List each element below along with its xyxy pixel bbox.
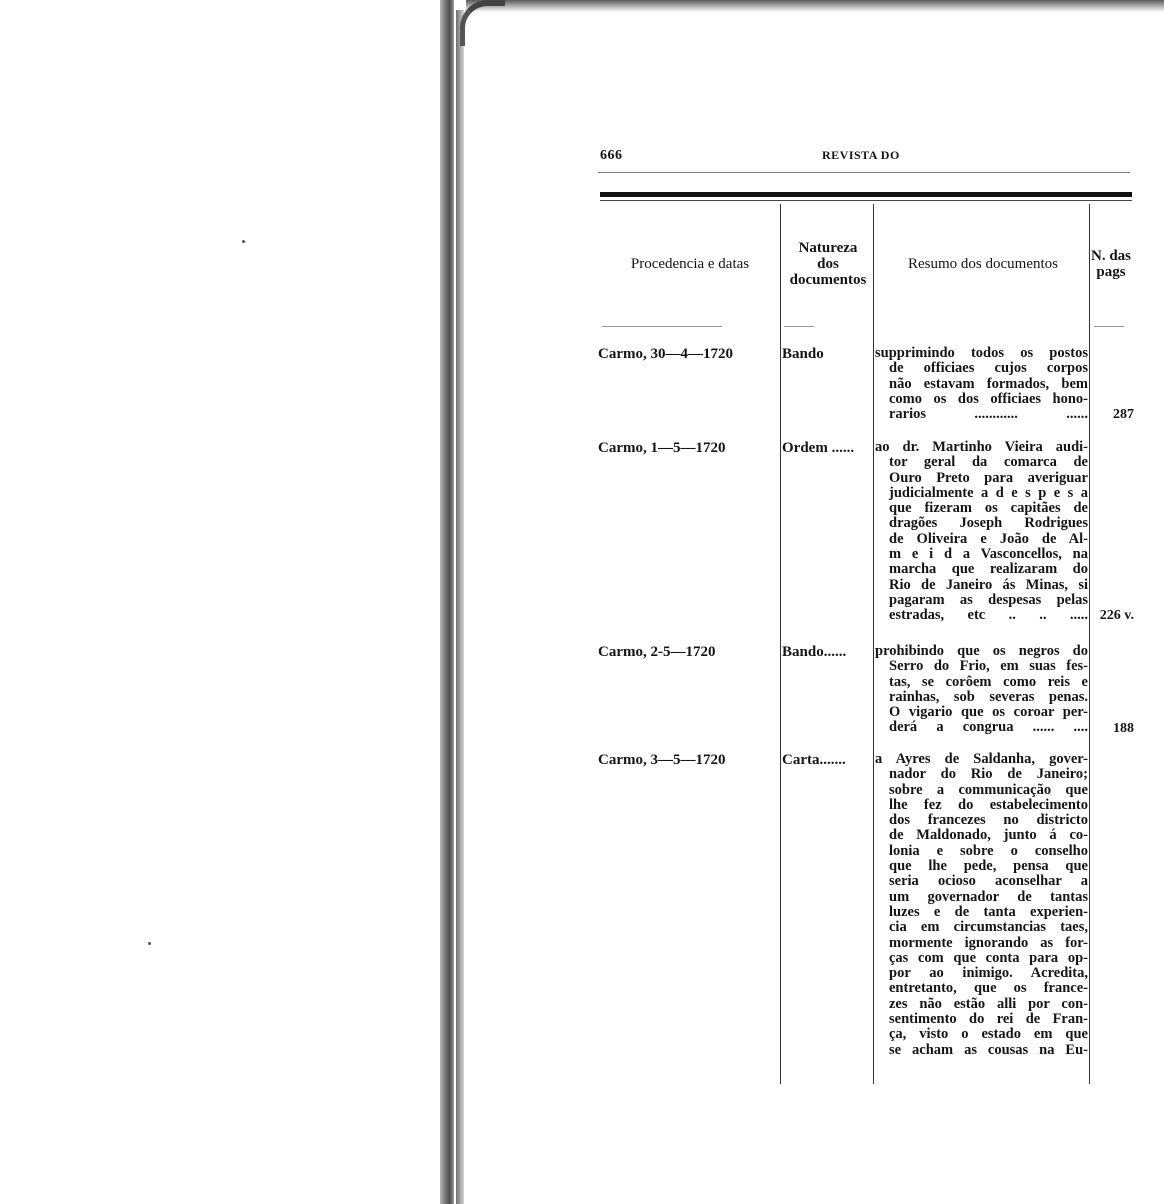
page-number: 666 — [600, 148, 623, 163]
dust-speck — [242, 240, 245, 243]
column-divider — [873, 204, 874, 1084]
row-date: Carmo, 3—5—1720 — [598, 752, 726, 768]
header-pags — [1090, 248, 1132, 280]
summary-line: nador do Rio de Janeiro; — [889, 766, 1088, 783]
summary-line: cia em circumstancias taes, — [889, 919, 1088, 936]
summary-line: de Maldonado, junto á co- — [889, 827, 1088, 844]
header-resumo: Resumo dos documentos — [908, 256, 1058, 272]
summary-line: dragões Joseph Rodrigues — [889, 515, 1088, 532]
summary-line: m e i d a Vasconcellos, na — [889, 546, 1088, 563]
summary-line: por ao inimigo. Acredita, — [889, 965, 1088, 982]
summary-line: O vigario que os coroar per- — [889, 704, 1088, 721]
row-pages: 287 — [1113, 407, 1134, 423]
row-summary — [875, 644, 1088, 736]
summary-line: prohibindo que os negros do — [875, 643, 1088, 659]
summary-line: seria ocioso aconselhar a — [889, 873, 1088, 890]
summary-line: de Oliveira e João de Al- — [889, 530, 1088, 547]
summary-line: tor geral da comarca de — [889, 454, 1088, 471]
header-natureza-line: Natureza — [798, 240, 858, 256]
summary-line: ças com que conta para op- — [889, 949, 1088, 966]
row-date: Carmo, 1—5—1720 — [598, 440, 726, 456]
row-pages: 226 v. — [1099, 608, 1134, 624]
row-date: Carmo, 30—4—1720 — [598, 346, 733, 362]
summary-line: tas, se corôem como reis e — [889, 673, 1088, 690]
row-pages: 188 — [1113, 720, 1134, 736]
summary-line: Rio de Janeiro ás Minas, si — [889, 576, 1088, 593]
dust-speck — [148, 942, 151, 945]
row-summary — [875, 440, 1088, 624]
summary-line: um governador de tantas — [889, 888, 1088, 905]
summary-line: lhe fez do estabelecimento — [889, 796, 1088, 813]
running-title: REVISTA DO — [822, 148, 900, 162]
table-top-rule-thin — [600, 200, 1132, 201]
column-divider — [1089, 204, 1090, 1084]
summary-line: judicialmente a d e s p e s a — [889, 484, 1088, 501]
summary-line: marcha que realizaram do — [889, 561, 1088, 578]
summary-line: sentimento do rei de Fran- — [889, 1011, 1088, 1028]
row-summary — [875, 346, 1088, 422]
summary-line: luzes e de tanta experien- — [889, 903, 1088, 920]
header-procedencia: Procedencia e datas — [630, 256, 750, 272]
summary-line: entretanto, que os france- — [889, 980, 1088, 997]
summary-line: Serro do Frio, em suas fes- — [889, 658, 1088, 675]
header-bottom-rule — [602, 326, 722, 327]
row-nature: Ordem ...... — [782, 440, 855, 456]
header-bottom-rule — [784, 326, 814, 327]
summary-line: a Ayres de Saldanha, gover- — [875, 751, 1088, 767]
row-summary — [875, 752, 1088, 1058]
summary-line: de officiaes cujos corpos — [889, 360, 1088, 377]
summary-line: rarios ............ ...... — [889, 406, 1088, 423]
summary-line: dos francezes no districto — [889, 812, 1088, 829]
summary-line: que fizeram os capitães de — [889, 500, 1088, 517]
header-pags-line: pags — [1096, 264, 1126, 280]
summary-line: lonia e sobre o conselho — [889, 842, 1088, 859]
summary-line: ça, visto o estado em que — [889, 1026, 1088, 1043]
header-rule — [598, 172, 1130, 173]
row-nature: Carta....... — [782, 752, 846, 768]
header-natureza — [782, 240, 874, 288]
page-top-edge — [466, 0, 1164, 12]
row-nature: Bando...... — [782, 644, 847, 660]
summary-line: mormente ignorando as for- — [889, 934, 1088, 951]
summary-line: supprimindo todos os postos — [875, 345, 1088, 361]
summary-line: se acham as cousas na Eu- — [889, 1041, 1088, 1058]
summary-line: zes não estão alli por con- — [889, 995, 1088, 1012]
summary-line: que lhe pede, pensa que — [889, 858, 1088, 875]
summary-line: derá a congrua ...... .... — [889, 719, 1088, 736]
book-spine — [440, 0, 454, 1204]
column-divider — [780, 204, 781, 1084]
summary-line: pagaram as despesas pelas — [889, 591, 1088, 608]
summary-line: ao dr. Martinho Vieira audi- — [875, 439, 1088, 455]
header-pags-line: N. das — [1090, 248, 1131, 264]
summary-line: como os dos officiaes hono- — [889, 390, 1088, 407]
summary-line: rainhas, sob severas penas. — [889, 688, 1088, 705]
summary-line: não estavam formados, bem — [889, 375, 1088, 392]
header-natureza-line: dos — [817, 256, 839, 272]
header-bottom-rule — [1094, 326, 1124, 327]
summary-line: estradas, etc .. .. ..... — [889, 607, 1088, 624]
header-natureza-line: documentos — [789, 272, 867, 288]
summary-line: sobre a communicação que — [889, 781, 1088, 798]
page-gutter — [456, 10, 464, 1204]
row-date: Carmo, 2-5—1720 — [598, 644, 716, 660]
row-nature: Bando — [782, 346, 824, 362]
summary-line: Ouro Preto para averiguar — [889, 469, 1088, 486]
table-top-rule — [600, 192, 1132, 197]
